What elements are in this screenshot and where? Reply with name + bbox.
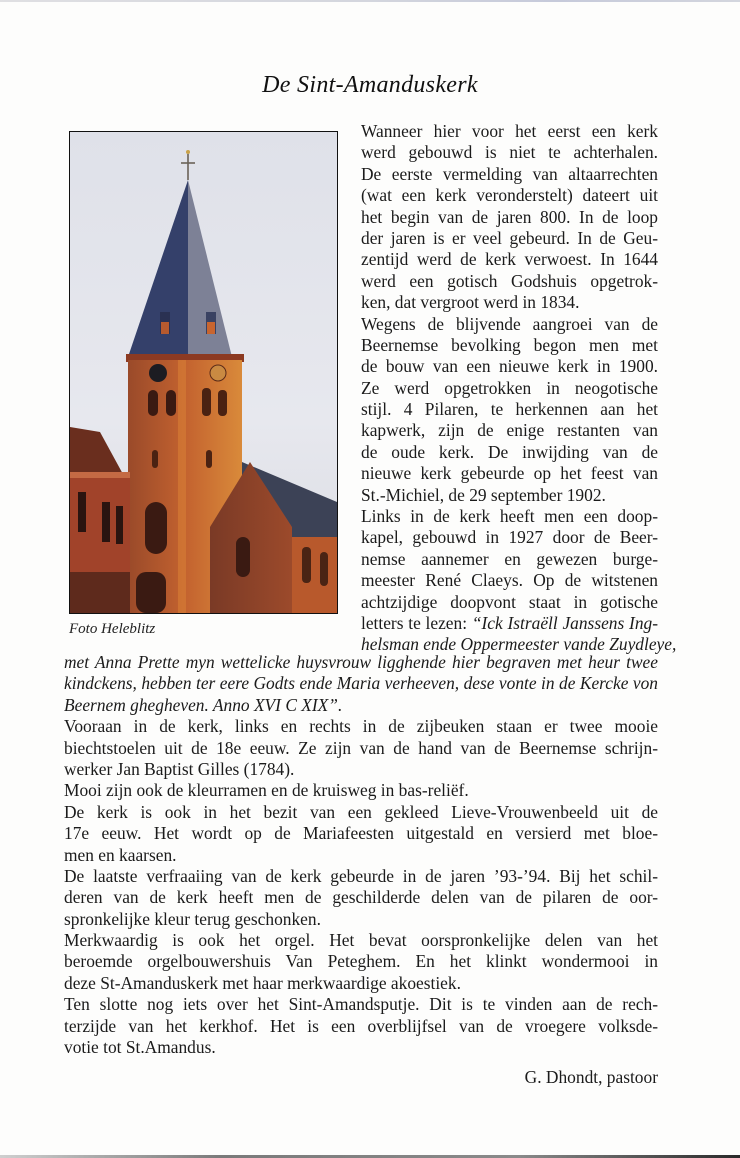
text-line: de bouw van een nieuwe kerk in 1900.: [361, 356, 658, 377]
text-line: terzijde van het kerkhof. Het is een overblijfsel van de vroegere volksde-: [64, 1015, 658, 1036]
photo-caption: Foto Heleblitz: [69, 621, 156, 637]
text-line: deze St-Amanduskerk met haar merkwaardige akoestiek.: [64, 972, 461, 993]
text-line: Mooi zijn ook de kleurramen en de kruisweg in bas-reliëf.: [64, 780, 469, 801]
text-line: Beernemse bevolking begon men met: [361, 334, 658, 355]
inscription-quote-line: met Anna Prette myn wettelicke huysvrouw ligghende hier begraven met heur twee: [64, 652, 658, 672]
text-line: De kerk is ook in het bezit van een gekleed Lieve-Vrouwenbeeld uit de: [64, 801, 658, 822]
text-line: kapel, gebouwd in 1927 door de Beer-: [361, 527, 658, 548]
inscription-quote-line: kindckens, hebben ter eere Godts ende Maria verheeven, dese vonte in de Kercke von: [64, 673, 658, 694]
text-line-with-quote: [361, 613, 658, 634]
text-line: Links in de kerk heeft men een doop-: [361, 506, 658, 527]
body-full-width: [64, 652, 658, 1089]
text-line: ken, dat vergroot werd in 1834.: [361, 292, 580, 313]
text-line: deren van de kerk heeft men de geschilderde delen van de pilaren de oor-: [64, 887, 658, 908]
text-line: werker Jan Baptist Gilles (1784).: [64, 758, 295, 779]
text-line: stijl. 4 Pilaren, te herkennen aan het: [361, 399, 658, 420]
text-line: votie tot St.Amandus.: [64, 1037, 216, 1058]
text-line: der jaren is er veel gebeurd. In de Geu-: [361, 227, 658, 248]
text-line: St.-Michiel, de 29 september 1902.: [361, 484, 606, 505]
text-line: nieuwe kerk gebeurde op het feest van: [361, 463, 658, 484]
text-line: Ten slotte nog iets over het Sint-Amandsputje. Dit is te vinden aan de rech-: [64, 994, 658, 1015]
text-line: Wegens de blijvende aangroei van de: [361, 313, 658, 334]
text-line: de oude kerk. De inwijding van de: [361, 441, 658, 462]
text-line: beroemde orgelbouwershuis Van Peteghem. En het klinkt wondermooi in: [64, 951, 658, 972]
text-line: biechtstoelen uit de 18e eeuw. Ze zijn van de hand van de Beernemse schrijn-: [64, 737, 658, 758]
text-line: werd gebouwd is niet te achterhalen.: [361, 142, 658, 163]
text-line: (wat een kerk veronderstelt) dateert uit: [361, 185, 658, 206]
quote-intro: letters te lezen:: [361, 612, 472, 633]
text-line: werd een gotisch Godshuis opgetrok-: [361, 270, 658, 291]
text-line: achtzijdige doopvont staat in gotische: [361, 591, 658, 612]
page-top-edge: [0, 0, 740, 2]
page-title: De Sint-Amanduskerk: [262, 72, 478, 98]
text-line: meester René Claeys. Op de witstenen: [361, 570, 658, 591]
text-line: Wanneer hier voor het eerst een kerk: [361, 121, 658, 141]
text-line: zentijd werd de kerk verwoest. In 1644: [361, 249, 658, 270]
text-line: spronkelijke kleur terug geschonken.: [64, 908, 321, 929]
inscription-quote-start: “Ick Istraëll Janssens Ing-: [471, 612, 658, 633]
church-tower-illustration: [70, 132, 337, 613]
body-column: [361, 121, 677, 656]
inscription-quote-line: Beernem ghegheven. Anno XVI C XIX”.: [64, 694, 343, 715]
text-line: het begin van de jaren 800. In de loop: [361, 206, 658, 227]
text-line: kapwerk, zijn de enige restanten van: [361, 420, 658, 441]
text-line: nemse aannemer en gewezen burge-: [361, 548, 658, 569]
text-line: Merkwaardig is ook het orgel. Het bevat oorspronkelijke delen van het: [64, 930, 658, 951]
text-line: Vooraan in de kerk, links en rechts in de zijbeuken staan er twee mooie: [64, 716, 658, 737]
author-signature: G. Dhondt, pastoor: [524, 1067, 658, 1088]
text-line: men en kaarsen.: [64, 844, 177, 865]
text-line: De eerste vermelding van altaarrechten: [361, 163, 658, 184]
inscription-quote-line: helsman ende Oppermeester vande Zuydleye,: [361, 634, 677, 655]
text-line: De laatste verfraaiing van de kerk gebeurde in de jaren ’93-’94. Bij het schil-: [64, 865, 658, 886]
church-photo: [69, 131, 338, 614]
text-line: Ze werd opgetrokken in neogotische: [361, 377, 658, 398]
text-line: 17e eeuw. Het wordt op de Mariafeesten uitgestald en versierd met bloe-: [64, 823, 658, 844]
